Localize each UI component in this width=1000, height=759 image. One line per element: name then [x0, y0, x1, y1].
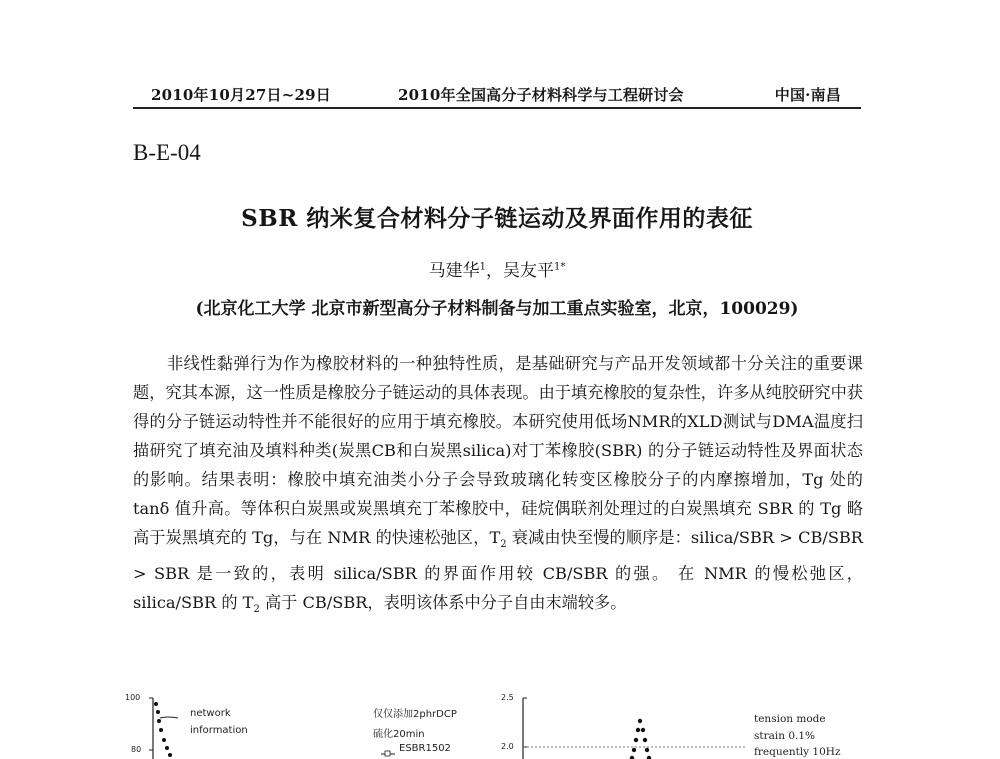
data-point [156, 710, 160, 714]
data-point [159, 728, 163, 732]
data-point [643, 738, 647, 742]
data-point [645, 748, 649, 752]
y-tick-label: 2.5 [501, 693, 514, 702]
data-point [157, 719, 161, 723]
abstract-text: 衰减由快至慢的顺序是：silica/SBR > CB/SBR > SBR 是一致的，表明 silica/SBR 的界面作用较 CB/SBR 的强。 在 NMR 的慢松弛区，silica/SBR 的 T [133, 528, 863, 613]
figure-left [123, 688, 483, 759]
legend-marker [385, 751, 390, 756]
paper-title: SBR 纳米复合材料分子链运动及界面作用的表征 [241, 205, 753, 232]
t2-subscript: 2 [500, 539, 507, 551]
legend-label: 硫化20min [373, 729, 425, 740]
legend-label: strain 0.1% [754, 730, 816, 742]
affiliation: (北京化工大学 北京市新型高分子材料制备与加工重点实验室，北京，100029) [195, 299, 799, 319]
y-tick-label: 100 [125, 693, 141, 702]
abstract [133, 349, 863, 624]
author-line [133, 256, 861, 281]
y-tick-label: 2.0 [501, 742, 514, 751]
data-point [634, 738, 638, 742]
legend-label: frequently 10Hz [754, 746, 841, 758]
header-date: 2010年10月27日~29日 [151, 86, 331, 104]
y-tick-label: 80 [131, 745, 142, 754]
data-point [162, 738, 166, 742]
header-rule [133, 107, 861, 109]
data-point [632, 748, 636, 752]
header-conference: 2010年全国高分子材料科学与工程研讨会 [398, 86, 684, 104]
data-point [638, 719, 642, 723]
author-name: 吴友平 [503, 261, 554, 281]
data-point [636, 728, 640, 732]
data-point [154, 702, 158, 706]
annotation-arrow [160, 717, 178, 718]
annotation-label: network [190, 708, 231, 719]
data-points [154, 702, 172, 757]
running-header [133, 82, 861, 106]
author-affiliation-mark: 1* [554, 261, 566, 273]
legend-label: tension mode [754, 713, 826, 725]
annotation-label: information [190, 725, 248, 736]
data-points [630, 719, 651, 759]
abstract-text: 高于 CB/SBR，表明该体系中分子自由末端较多。 [259, 593, 627, 613]
figure-right [497, 688, 867, 759]
paper-code: B-E-04 [133, 140, 201, 165]
data-point [165, 746, 169, 750]
header-location: 中国·南昌 [774, 86, 841, 104]
author-separator: ， [486, 261, 503, 281]
abstract-paragraph [133, 349, 863, 624]
author-name: 马建华 [428, 261, 480, 281]
t2-subscript: 2 [253, 604, 260, 616]
data-point [641, 728, 645, 732]
legend-label: 仅仅添加2phrDCP [373, 709, 457, 720]
data-point [168, 753, 172, 757]
abstract-text: 非线性黏弹行为作为橡胶材料的一种独特性质，是基础研究与产品开发领域都十分关注的重要课题，究其本源，这一性质是橡胶分子链运动的具体表现。由于填充橡胶的复杂性，许多从纯胶研究中获得的分子链运动特性并不能很好的应用于填充橡胶。本研究使用低场NMR的XLD测试与DMA温度扫描研究了填充油及填料种类(炭黑CB和白炭黑silica)对丁苯橡胶(SBR) 的分子链运动特性及界面状态的影响。结果表明：橡胶中填充油类小分子会导致玻璃化转变区橡胶分子的内摩擦增加，Tg 处的 tanδ 值升高。等体积白炭黑或炭黑填充丁苯橡胶中，硅烷偶联剂处理过的白炭黑填充 SBR 的 Tg 略高于炭黑填充的 Tg，与在 NMR 的快速松弛区，T [133, 354, 863, 547]
legend-series-label: ESBR1502 [399, 743, 451, 754]
author-affiliation-mark: 1 [479, 261, 486, 273]
